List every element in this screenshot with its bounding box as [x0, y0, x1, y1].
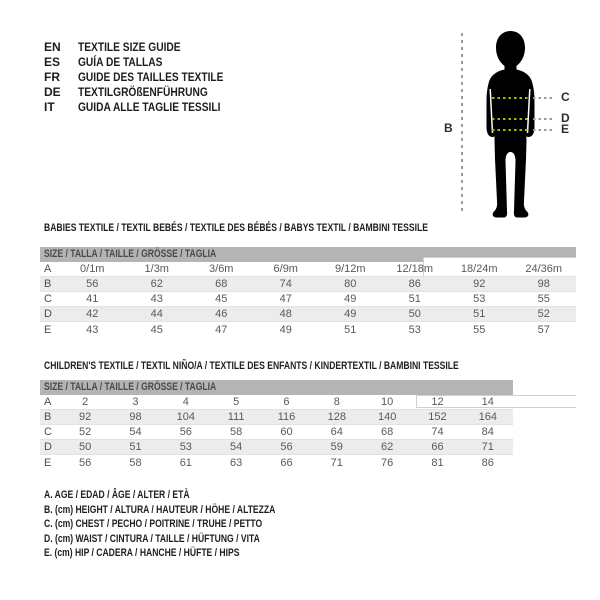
row-label: B [44, 278, 52, 290]
table-cell: 51 [129, 441, 142, 453]
table-cell: 3 [132, 396, 139, 408]
table-cell: 49 [344, 308, 357, 320]
table-cell: 98 [129, 411, 142, 423]
table-cell: 68 [215, 278, 228, 290]
table-row [40, 395, 513, 410]
table-cell: 58 [129, 456, 142, 469]
chest-dotted-line [492, 97, 528, 99]
table-cell: 104 [176, 411, 195, 423]
table-cell: 51 [473, 308, 486, 320]
table-cell: 45 [215, 293, 228, 305]
table-cell: 18/24m [460, 263, 498, 275]
table-cell: 44 [150, 308, 163, 320]
table-cell: 50 [79, 441, 92, 453]
language-code: FR [44, 69, 60, 84]
hip-label: E [561, 122, 570, 136]
table-cell: 47 [215, 323, 228, 336]
table-cell: 61 [179, 456, 192, 469]
babies-table-title: BABIES TEXTILE / TEXTIL BEBÉS / TEXTILE DES BÉBÉS / BABYS TEXTIL / BAMBINI TESSILE [44, 222, 428, 234]
language-title: TEXTILGRÖßENFÜHRUNG [78, 84, 208, 99]
hip-dotted-line [492, 129, 530, 131]
table-cell: 41 [86, 293, 99, 305]
table-cell: 0/1m [80, 263, 105, 275]
table-cell: 12 [431, 396, 444, 408]
children-size-table [40, 380, 513, 470]
language-code: ES [44, 54, 61, 69]
table-cell: 66 [280, 456, 293, 469]
table-cell: 48 [279, 308, 292, 320]
table-cell: 92 [473, 278, 486, 290]
children-table-body [40, 395, 513, 470]
table-cell: 76 [381, 456, 394, 469]
language-row-de [44, 84, 249, 99]
row-label: A [44, 263, 52, 275]
table-cell: 4 [182, 396, 189, 408]
size-header-bar: SIZE / TALLA / TAILLE / GRÖSSE / TAGLIA [40, 380, 513, 395]
babies-size-table [40, 247, 576, 337]
table-cell: 56 [86, 278, 99, 290]
children-table-title: CHILDREN'S TEXTILE / TEXTIL NIÑO/A / TEXTILE DES ENFANTS / KINDERTEXTIL / BAMBINI TESSILE [44, 360, 459, 372]
table-cell: 56 [79, 456, 92, 469]
table-row [40, 440, 513, 455]
table-cell: 84 [481, 426, 494, 438]
table-row [40, 322, 576, 337]
child-silhouette [474, 31, 546, 221]
table-cell: 49 [344, 293, 357, 305]
table-cell: 140 [377, 411, 397, 423]
table-row [40, 307, 576, 322]
height-label: B [444, 121, 453, 135]
size-header-bar: SIZE / TALLA / TAILLE / GRÖSSE / TAGLIA [40, 247, 576, 262]
table-row [40, 262, 576, 277]
table-cell: 3/6m [209, 263, 234, 275]
table-cell: 50 [408, 308, 421, 320]
table-cell: 111 [227, 411, 245, 423]
legend-waist: D. (cm) WAIST / CINTURA / TAILLE / HÜFTUNG / VITA [44, 532, 260, 545]
table-cell: 54 [129, 426, 142, 438]
table-cell: 80 [344, 278, 357, 290]
table-cell: 43 [150, 293, 163, 305]
chest-guide-line [533, 97, 555, 99]
row-label: B [44, 411, 52, 423]
row-label: D [44, 308, 52, 320]
legend-hip: E. (cm) HIP / CADERA / HANCHE / HÜFTE / HIPS [44, 547, 240, 560]
table-cell: 12/18m [396, 263, 434, 275]
table-cell: 9/12m [334, 263, 366, 275]
table-cell: 49 [279, 323, 292, 336]
table-row [40, 277, 576, 292]
table-row [40, 410, 513, 425]
table-cell: 74 [431, 426, 444, 438]
table-cell: 71 [481, 441, 494, 453]
language-row-es [44, 54, 249, 69]
table-cell: 46 [215, 308, 228, 320]
row-label: E [44, 323, 52, 336]
table-cell: 86 [481, 456, 494, 469]
table-cell: 86 [408, 278, 421, 290]
legend-age: A. AGE / EDAD / ÂGE / ALTER / ETÀ [44, 489, 190, 502]
language-title: GUIDE DES TAILLES TEXTILE [78, 69, 224, 84]
language-code: IT [44, 99, 55, 114]
chest-label: C [561, 90, 570, 104]
table-cell: 56 [280, 441, 293, 453]
table-cell: 68 [381, 426, 394, 438]
row-label: D [44, 441, 52, 453]
table-cell: 45 [150, 323, 163, 336]
table-row [40, 455, 513, 470]
waist-dotted-line [492, 118, 530, 120]
table-cell: 56 [179, 426, 192, 438]
table-cell: 14 [481, 396, 494, 408]
language-code: EN [44, 39, 61, 54]
table-cell: 5 [233, 396, 240, 408]
table-cell: 60 [280, 426, 293, 438]
table-cell: 59 [330, 441, 343, 453]
measurement-legend [44, 488, 341, 561]
table-cell: 24/36m [525, 263, 563, 275]
table-row [40, 292, 576, 307]
measurement-figure [440, 24, 590, 229]
babies-table-body [40, 262, 576, 337]
table-row [40, 425, 513, 440]
language-row-en [44, 39, 249, 54]
table-cell: 10 [381, 396, 394, 408]
language-title: GUÍA DE TALLAS [78, 54, 163, 69]
table-cell: 74 [279, 278, 292, 290]
table-cell: 128 [327, 411, 346, 423]
waist-guide-line [533, 118, 555, 120]
table-cell: 71 [330, 456, 343, 469]
table-cell: 64 [330, 426, 343, 438]
table-cell: 51 [344, 323, 357, 336]
table-cell: 116 [277, 411, 296, 423]
language-row-fr [44, 69, 249, 84]
table-cell: 51 [408, 293, 421, 305]
waist-label: D [561, 111, 570, 125]
table-cell: 53 [408, 323, 421, 336]
table-cell: 1/3m [144, 263, 169, 275]
language-code: DE [44, 84, 61, 99]
language-title: TEXTILE SIZE GUIDE [78, 39, 181, 54]
table-cell: 54 [230, 441, 243, 453]
table-cell: 53 [179, 441, 192, 453]
table-cell: 58 [230, 426, 243, 438]
height-dotted-line [461, 33, 463, 215]
row-label: C [44, 426, 52, 438]
table-cell: 8 [333, 396, 340, 408]
row-label: E [44, 456, 52, 469]
table-cell: 52 [79, 426, 92, 438]
table-cell: 152 [428, 411, 447, 423]
table-cell: 52 [537, 308, 550, 320]
table-cell: 55 [537, 293, 550, 305]
language-title: GUIDA ALLE TAGLIE TESSILI [78, 99, 221, 114]
table-cell: 62 [381, 441, 394, 453]
legend-chest: C. (cm) CHEST / PECHO / POITRINE / TRUHE / PETTO [44, 518, 263, 531]
table-cell: 98 [537, 278, 550, 290]
hip-guide-line [533, 129, 555, 131]
table-cell: 55 [473, 323, 486, 336]
table-cell: 63 [230, 456, 243, 469]
legend-height: B. (cm) HEIGHT / ALTURA / HAUTEUR / HÖHE / ALTEZZA [44, 503, 276, 516]
table-cell: 2 [82, 396, 89, 408]
language-row-it [44, 99, 249, 114]
language-list [44, 39, 249, 114]
table-cell: 92 [79, 411, 92, 423]
row-label: A [44, 396, 52, 408]
table-cell: 43 [86, 323, 99, 336]
table-cell: 164 [478, 411, 497, 423]
table-cell: 6/9m [273, 263, 298, 275]
table-cell: 57 [537, 323, 550, 336]
table-cell: 6 [283, 396, 290, 408]
table-cell: 42 [86, 308, 99, 320]
table-cell: 53 [473, 293, 486, 305]
row-label: C [44, 293, 52, 305]
table-cell: 66 [431, 441, 444, 453]
table-cell: 62 [150, 278, 163, 290]
table-cell: 47 [279, 293, 292, 305]
table-cell: 81 [431, 456, 444, 469]
